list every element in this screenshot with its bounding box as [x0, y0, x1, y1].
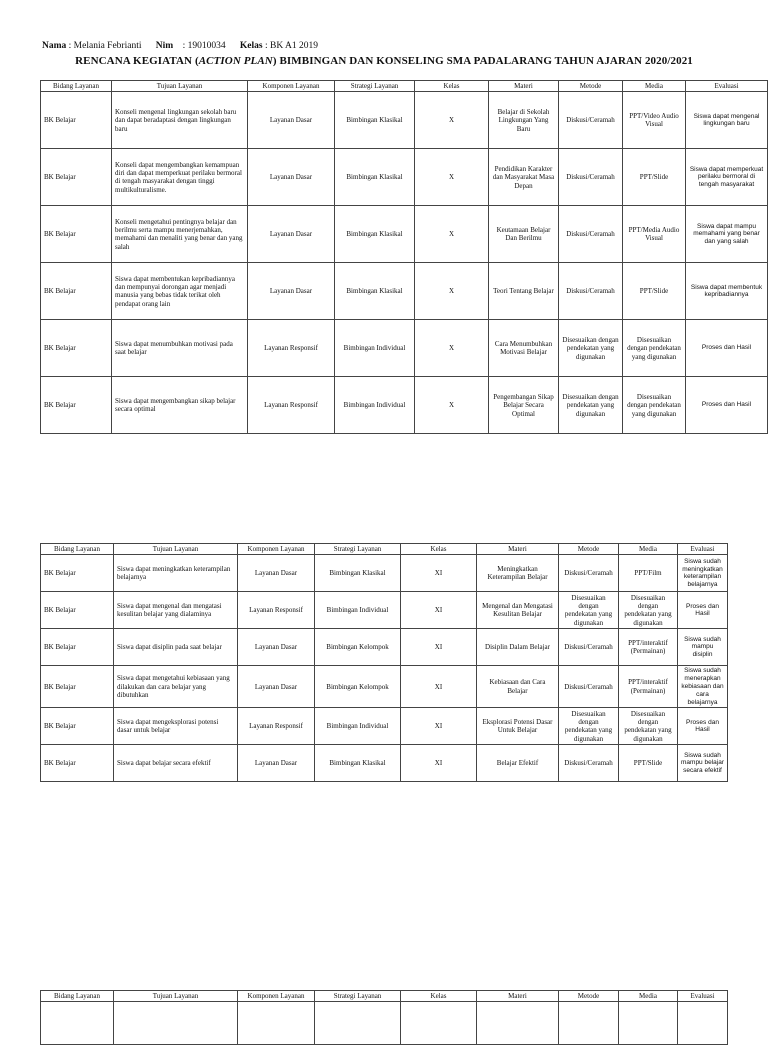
cell-kelas: X — [415, 92, 489, 149]
cell-media: Disesuaikan dengan pendekatan yang digunakan — [619, 708, 678, 745]
cell-materi: Pengembangan Sikap Belajar Secara Optimal — [489, 377, 559, 434]
column-header-komponen: Komponen Layanan — [238, 991, 315, 1002]
cell-kelas: X — [415, 377, 489, 434]
cell-kelas: XI — [401, 708, 477, 745]
column-header-strategi: Strategi Layanan — [335, 81, 415, 92]
cell-komponen: Layanan Dasar — [248, 149, 335, 206]
cell-kelas: XI — [401, 666, 477, 708]
cell-komponen: Layanan Responsif — [238, 592, 315, 629]
cell-metode: Diskusi/Ceramah — [559, 629, 619, 666]
cell-metode: Diskusi/Ceramah — [559, 92, 623, 149]
column-header-media: Media — [619, 544, 678, 555]
title-prefix: RENCANA KEGIATAN ( — [75, 55, 199, 67]
cell-komponen: Layanan Dasar — [238, 745, 315, 782]
header-row — [41, 991, 728, 1002]
student-info — [42, 41, 318, 51]
column-header-materi: Materi — [477, 544, 559, 555]
cell-komponen: Layanan Dasar — [238, 555, 315, 592]
table-row — [41, 666, 728, 708]
cell-tujuan: Siswa dapat membentukan kepribadiannya dan mempunyai dorongan agar menjadi manusia yang bebas tidak terikat oleh pendapat orang lain — [112, 263, 248, 320]
column-header-evaluasi: Evaluasi — [678, 991, 728, 1002]
column-header-bidang: Bidang Layanan — [41, 991, 114, 1002]
column-header-materi: Materi — [489, 81, 559, 92]
cell-komponen: Layanan Responsif — [238, 708, 315, 745]
cell-bidang: BK Belajar — [41, 708, 114, 745]
header-row — [41, 544, 728, 555]
table-row — [41, 320, 768, 377]
cell-evaluasi: Siswa sudah mampu disiplin — [678, 629, 728, 666]
cell-kelas: X — [415, 206, 489, 263]
cell-strategi: Bimbingan Klasikal — [335, 263, 415, 320]
cell-tujuan: Siswa dapat mengembangkan sikap belajar secara optimal — [112, 377, 248, 434]
cell-materi: Disiplin Dalam Belajar — [477, 629, 559, 666]
cell-komponen: Layanan Dasar — [238, 629, 315, 666]
cell-evaluasi: Siswa dapat mengenal lingkungan baru — [686, 92, 768, 149]
cell-metode: Diskusi/Ceramah — [559, 555, 619, 592]
cell-kelas: XI — [401, 555, 477, 592]
table-cell — [619, 1002, 678, 1045]
cell-evaluasi: Proses dan Hasil — [686, 320, 768, 377]
cell-materi: Cara Menumbuhkan Motivasi Belajar — [489, 320, 559, 377]
cell-tujuan: Siswa dapat menumbuhkan motivasi pada saat belajar — [112, 320, 248, 377]
cell-materi: Belajar di Sekolah Lingkungan Yang Baru — [489, 92, 559, 149]
cell-strategi: Bimbingan Klasikal — [335, 149, 415, 206]
cell-strategi: Bimbingan Klasikal — [335, 92, 415, 149]
column-header-tujuan: Tujuan Layanan — [114, 544, 238, 555]
cell-materi: Eksplorasi Potensi Dasar Untuk Belajar — [477, 708, 559, 745]
cell-komponen: Layanan Responsif — [248, 377, 335, 434]
cell-kelas: XI — [401, 592, 477, 629]
cell-kelas: XI — [401, 629, 477, 666]
action-plan-table-1 — [40, 80, 768, 434]
cell-materi: Meningkatkan Keterampilan Belajar — [477, 555, 559, 592]
column-header-bidang: Bidang Layanan — [41, 544, 114, 555]
cell-evaluasi: Siswa dapat memperkuat perilaku bermoral di tengah masyarakat — [686, 149, 768, 206]
cell-kelas: XI — [401, 745, 477, 782]
cell-media: PPT/Media Audio Visual — [623, 206, 686, 263]
cell-strategi: Bimbingan Klasikal — [335, 206, 415, 263]
table-row — [41, 629, 728, 666]
action-plan-table-2 — [40, 543, 728, 782]
table-row — [41, 1002, 728, 1045]
cell-tujuan: Siswa dapat mengenal dan mengatasi kesulitan belajar yang dialaminya — [114, 592, 238, 629]
table-row — [41, 708, 728, 745]
cell-materi: Mengenal dan Mengatasi Kesulitan Belajar — [477, 592, 559, 629]
cell-materi: Keutamaan Belajar Dan Berilmu — [489, 206, 559, 263]
column-header-tujuan: Tujuan Layanan — [114, 991, 238, 1002]
cell-bidang: BK Belajar — [41, 92, 112, 149]
column-header-kelas: Kelas — [401, 544, 477, 555]
table-row — [41, 377, 768, 434]
cell-materi: Belajar Efektif — [477, 745, 559, 782]
cell-evaluasi: Siswa dapat mampu memahami yang benar dan yang salah — [686, 206, 768, 263]
column-header-media: Media — [619, 991, 678, 1002]
column-header-materi: Materi — [477, 991, 559, 1002]
cell-metode: Diskusi/Ceramah — [559, 263, 623, 320]
cell-bidang: BK Belajar — [41, 377, 112, 434]
column-header-media: Media — [623, 81, 686, 92]
cell-bidang: BK Belajar — [41, 320, 112, 377]
cell-komponen: Layanan Dasar — [248, 263, 335, 320]
table-row — [41, 592, 728, 629]
cell-metode: Disesuaikan dengan pendekatan yang digunakan — [559, 377, 623, 434]
nama-label: Nama — [42, 41, 67, 51]
cell-tujuan: Siswa dapat meningkatkan keterampilan belajarnya — [114, 555, 238, 592]
column-header-komponen: Komponen Layanan — [238, 544, 315, 555]
cell-metode: Disesuaikan dengan pendekatan yang digunakan — [559, 708, 619, 745]
cell-metode: Diskusi/Ceramah — [559, 666, 619, 708]
table-cell — [315, 1002, 401, 1045]
column-header-kelas: Kelas — [401, 991, 477, 1002]
cell-bidang: BK Belajar — [41, 263, 112, 320]
cell-media: PPT/interaktif (Permainan) — [619, 666, 678, 708]
cell-strategi: Bimbingan Kelompok — [315, 666, 401, 708]
table-cell — [401, 1002, 477, 1045]
table-cell — [41, 1002, 114, 1045]
table-row — [41, 206, 768, 263]
cell-tujuan: Siswa dapat mengetahui kebiasaan yang dilakukan dan cara belajar yang dibutuhkan — [114, 666, 238, 708]
cell-strategi: Bimbingan Individual — [335, 377, 415, 434]
cell-strategi: Bimbingan Kelompok — [315, 629, 401, 666]
cell-komponen: Layanan Dasar — [248, 92, 335, 149]
cell-tujuan: Konseli mengenal lingkungan sekolah baru dan dapat beradaptasi dengan lingkungan baru — [112, 92, 248, 149]
title-italic: ACTION PLAN — [198, 55, 273, 67]
cell-metode: Disesuaikan dengan pendekatan yang digunakan — [559, 320, 623, 377]
cell-bidang: BK Belajar — [41, 629, 114, 666]
cell-komponen: Layanan Dasar — [248, 206, 335, 263]
cell-metode: Diskusi/Ceramah — [559, 149, 623, 206]
table-row — [41, 263, 768, 320]
table-cell — [559, 1002, 619, 1045]
table-cell — [678, 1002, 728, 1045]
cell-tujuan: Konseli dapat mengembangkan kemampuan diri dan dapat memperkuat perilaku bermoral di tengah masyarakat dengan tinggi multikulturalisme. — [112, 149, 248, 206]
cell-materi: Pendidikan Karakter dan Masyarakat Masa Depan — [489, 149, 559, 206]
cell-media: PPT/interaktif (Permainan) — [619, 629, 678, 666]
cell-bidang: BK Belajar — [41, 206, 112, 263]
document-title — [0, 55, 768, 67]
column-header-evaluasi: Evaluasi — [678, 544, 728, 555]
table-row — [41, 92, 768, 149]
cell-media: PPT/Slide — [623, 263, 686, 320]
cell-kelas: X — [415, 320, 489, 377]
cell-tujuan: Siswa dapat belajar secara efektif — [114, 745, 238, 782]
cell-bidang: BK Belajar — [41, 149, 112, 206]
cell-bidang: BK Belajar — [41, 592, 114, 629]
column-header-evaluasi: Evaluasi — [686, 81, 768, 92]
cell-media: PPT/Film — [619, 555, 678, 592]
cell-komponen: Layanan Dasar — [238, 666, 315, 708]
cell-media: Disesuaikan dengan pendekatan yang digunakan — [623, 377, 686, 434]
cell-evaluasi: Proses dan Hasil — [678, 592, 728, 629]
table-row — [41, 149, 768, 206]
cell-metode: Diskusi/Ceramah — [559, 206, 623, 263]
column-header-metode: Metode — [559, 81, 623, 92]
cell-evaluasi: Siswa sudah menerapkan kebiasaan dan cara belajarnya — [678, 666, 728, 708]
column-header-tujuan: Tujuan Layanan — [112, 81, 248, 92]
cell-media: Disesuaikan dengan pendekatan yang digunakan — [619, 592, 678, 629]
nim-value: : 19010034 — [182, 41, 226, 51]
cell-strategi: Bimbingan Klasikal — [315, 555, 401, 592]
nama-value: : Melania Febrianti — [68, 41, 142, 51]
table-row — [41, 555, 728, 592]
column-header-kelas: Kelas — [415, 81, 489, 92]
cell-strategi: Bimbingan Individual — [315, 708, 401, 745]
cell-tujuan: Siswa dapat mengeksplorasi potensi dasar untuk belajar — [114, 708, 238, 745]
column-header-metode: Metode — [559, 544, 619, 555]
cell-metode: Diskusi/Ceramah — [559, 745, 619, 782]
cell-materi: Teori Tentang Belajar — [489, 263, 559, 320]
cell-kelas: X — [415, 149, 489, 206]
column-header-strategi: Strategi Layanan — [315, 544, 401, 555]
cell-media: PPT/Slide — [619, 745, 678, 782]
cell-media: PPT/Slide — [623, 149, 686, 206]
cell-tujuan: Konseli mengetahui pentingnya belajar dan berilmu serta mampu menerjemahkan, memahami dan menaliti yang benar dan yang salah — [112, 206, 248, 263]
cell-kelas: X — [415, 263, 489, 320]
header-row — [41, 81, 768, 92]
title-suffix: ) BIMBINGAN DAN KONSELING SMA PADALARANG TAHUN AJARAN 2020/2021 — [272, 55, 693, 67]
cell-strategi: Bimbingan Klasikal — [315, 745, 401, 782]
cell-evaluasi: Siswa sudah meningkatkan keterampilan belajarnya — [678, 555, 728, 592]
cell-evaluasi: Proses dan Hasil — [678, 708, 728, 745]
cell-bidang: BK Belajar — [41, 555, 114, 592]
action-plan-table-3 — [40, 990, 728, 1045]
cell-strategi: Bimbingan Individual — [335, 320, 415, 377]
cell-materi: Kebiasaan dan Cara Belajar — [477, 666, 559, 708]
kelas-label: Kelas — [239, 41, 263, 51]
cell-evaluasi: Siswa sudah mampu belajar secara efektif — [678, 745, 728, 782]
column-header-strategi: Strategi Layanan — [315, 991, 401, 1002]
cell-evaluasi: Proses dan Hasil — [686, 377, 768, 434]
cell-tujuan: Siswa dapat disiplin pada saat belajar — [114, 629, 238, 666]
table-cell — [114, 1002, 238, 1045]
column-header-bidang: Bidang Layanan — [41, 81, 112, 92]
column-header-metode: Metode — [559, 991, 619, 1002]
cell-media: PPT/Video Audio Visual — [623, 92, 686, 149]
table-cell — [238, 1002, 315, 1045]
cell-strategi: Bimbingan Individual — [315, 592, 401, 629]
cell-media: Disesuaikan dengan pendekatan yang digunakan — [623, 320, 686, 377]
table-cell — [477, 1002, 559, 1045]
cell-bidang: BK Belajar — [41, 666, 114, 708]
column-header-komponen: Komponen Layanan — [248, 81, 335, 92]
table-row — [41, 745, 728, 782]
kelas-value: : BK A1 2019 — [265, 41, 319, 51]
cell-evaluasi: Siswa dapat membentuk kepribadiannya — [686, 263, 768, 320]
nim-label: Nim — [155, 41, 174, 51]
cell-komponen: Layanan Responsif — [248, 320, 335, 377]
cell-metode: Disesuaikan dengan pendekatan yang digunakan — [559, 592, 619, 629]
cell-bidang: BK Belajar — [41, 745, 114, 782]
